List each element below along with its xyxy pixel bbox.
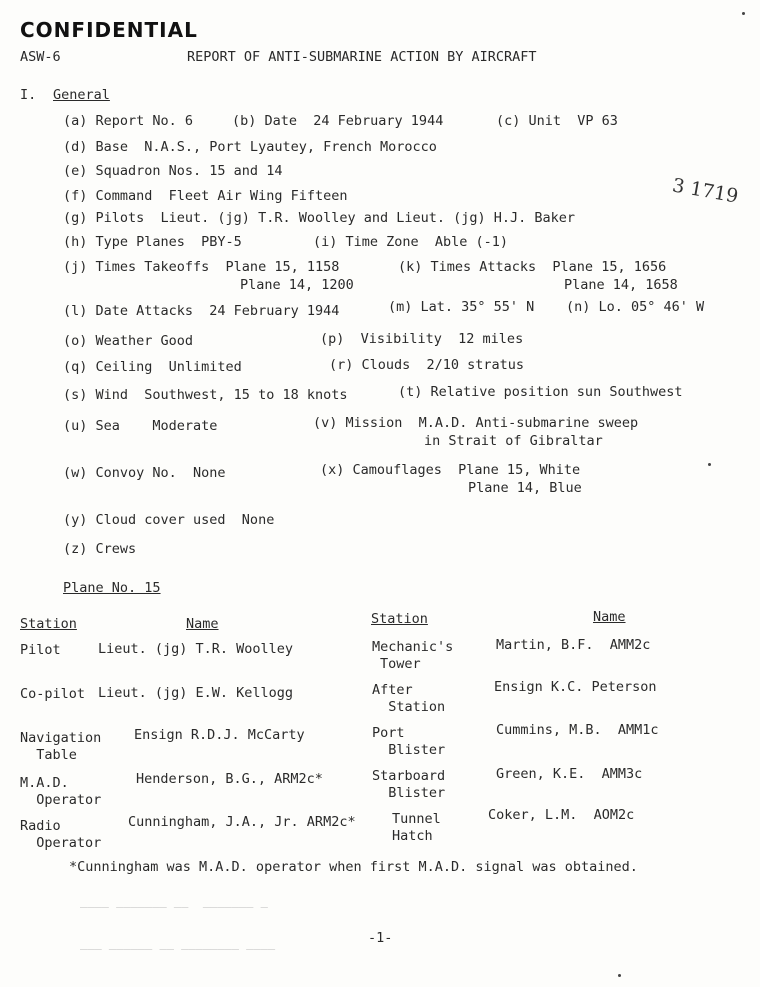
item-u: (u) Sea Moderate [63, 418, 218, 434]
plane-label: Plane No. 15 [63, 580, 161, 596]
speck [708, 463, 711, 466]
crew-name: Coker, L.M. AOM2c [488, 807, 635, 823]
crew-station: Starboard [372, 768, 446, 784]
crew-name: Green, K.E. AMM3c [496, 766, 643, 782]
crew-header-station-2: Station [371, 611, 428, 627]
crew-header-name-2: Name [593, 609, 626, 625]
speck [742, 12, 745, 15]
bleed-through: ––– –––––– –– –––––––– –––– [80, 942, 276, 956]
item-f: (f) Command Fleet Air Wing Fifteen [63, 188, 348, 204]
item-e: (e) Squadron Nos. 15 and 14 [63, 163, 283, 179]
crew-station-line2: Tower [380, 656, 421, 672]
crew-station-line2: Operator [20, 792, 102, 808]
crew-station: Co-pilot [20, 686, 86, 702]
crew-station: Pilot [20, 642, 61, 658]
item-x-line1: (x) Camouflages Plane 15, White [320, 462, 581, 478]
crew-name: Ensign R.D.J. McCarty [134, 727, 305, 743]
item-o: (o) Weather Good [63, 333, 194, 349]
document-id: ASW-6 [20, 49, 61, 65]
crew-station-line2: Table [20, 747, 77, 763]
crew-station-line2: Operator [20, 835, 102, 851]
classification-stamp: CONFIDENTIAL [20, 18, 198, 42]
crew-station: Port [372, 725, 405, 741]
section-title: General [53, 87, 110, 103]
crew-station: Tunnel [392, 811, 441, 827]
crew-name: Martin, B.F. AMM2c [496, 637, 651, 653]
crew-station-line2: Blister [372, 742, 446, 758]
crew-station: Navigation [20, 730, 102, 746]
handwritten-number: 3 1719 [670, 174, 740, 208]
crew-station: Radio [20, 818, 61, 834]
item-m: (m) Lat. 35° 55' N [388, 299, 535, 315]
item-t: (t) Relative position sun Southwest [398, 384, 683, 400]
item-s: (s) Wind Southwest, 15 to 18 knots [63, 387, 348, 403]
crew-station-line2: Station [372, 699, 446, 715]
item-l: (l) Date Attacks 24 February 1944 [63, 303, 340, 319]
crew-name: Cunningham, J.A., Jr. ARM2c* [128, 814, 356, 830]
item-d: (d) Base N.A.S., Port Lyautey, French Morocco [63, 139, 437, 155]
item-w: (w) Convoy No. None [63, 465, 226, 481]
item-h: (h) Type Planes PBY-5 [63, 234, 242, 250]
item-r: (r) Clouds 2/10 stratus [329, 357, 525, 373]
speck [618, 974, 621, 977]
crew-name: Henderson, B.G., ARM2c* [136, 771, 323, 787]
crew-name: Lieut. (jg) T.R. Woolley [98, 641, 294, 657]
footnote: *Cunningham was M.A.D. operator when first M.A.D. signal was obtained. [69, 859, 638, 875]
crew-station: Mechanic's [372, 639, 454, 655]
item-x-line2: Plane 14, Blue [468, 480, 582, 496]
item-k-line1: (k) Times Attacks Plane 15, 1656 [398, 259, 667, 275]
crew-name: Lieut. (jg) E.W. Kellogg [98, 685, 294, 701]
crew-header-name: Name [186, 616, 219, 632]
item-j-line1: (j) Times Takeoffs Plane 15, 1158 [63, 259, 340, 275]
item-k-line2: Plane 14, 1658 [564, 277, 678, 293]
item-c: (c) Unit VP 63 [496, 113, 618, 129]
item-j-line2: Plane 14, 1200 [240, 277, 354, 293]
crew-station: After [372, 682, 413, 698]
report-title: REPORT OF ANTI-SUBMARINE ACTION BY AIRCRAFT [187, 49, 537, 65]
crew-name: Ensign K.C. Peterson [494, 679, 657, 695]
item-q: (q) Ceiling Unlimited [63, 359, 242, 375]
item-z: (z) Crews [63, 541, 137, 557]
item-n: (n) Lo. 05° 46' W [566, 299, 705, 315]
crew-station: M.A.D. [20, 775, 69, 791]
item-i: (i) Time Zone Able (-1) [313, 234, 509, 250]
section-numeral: I. [20, 87, 37, 103]
item-v-line1: (v) Mission M.A.D. Anti-submarine sweep [313, 415, 639, 431]
item-g: (g) Pilots Lieut. (jg) T.R. Woolley and Lieut. (jg) H.J. Baker [63, 210, 576, 226]
item-y: (y) Cloud cover used None [63, 512, 275, 528]
item-a: (a) Report No. 6 [63, 113, 194, 129]
crew-station-line2: Blister [372, 785, 446, 801]
item-p: (p) Visibility 12 miles [320, 331, 524, 347]
bleed-through: –––– ––––––– –– ––––––– – [80, 900, 268, 914]
crew-name: Cummins, M.B. AMM1c [496, 722, 659, 738]
crew-header-station: Station [20, 616, 77, 632]
item-b: (b) Date 24 February 1944 [232, 113, 444, 129]
crew-station-line2: Hatch [392, 828, 433, 844]
item-v-line2: in Strait of Gibraltar [424, 433, 603, 449]
page-number: -1- [368, 930, 393, 946]
